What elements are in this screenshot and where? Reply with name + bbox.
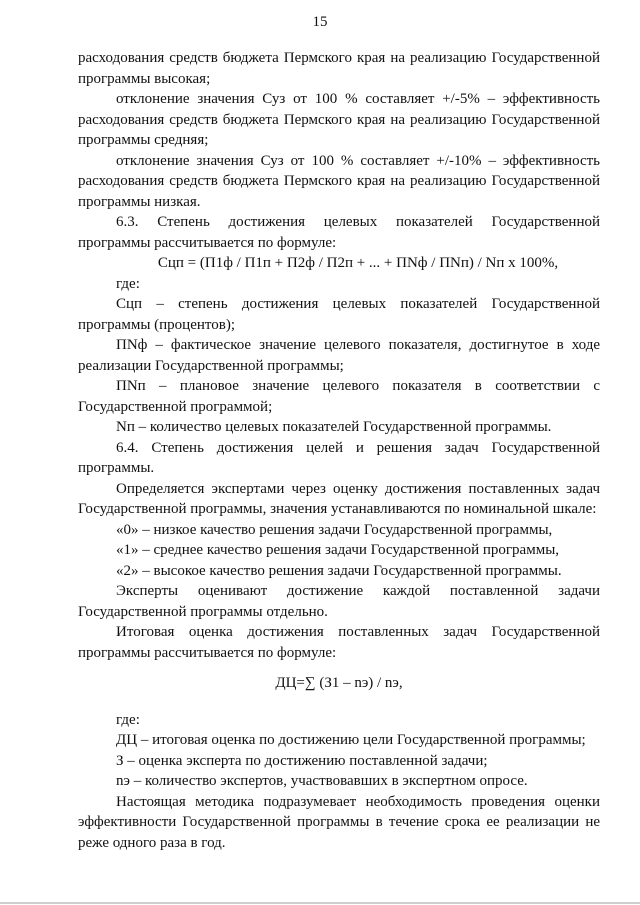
paragraph: Эксперты оценивают достижение каждой поставленной задачи Государственной программы отдельно. bbox=[78, 583, 600, 620]
paragraph: Определяется экспертами через оценку достижения поставленных задач Государственной программы, значения устанавливаются по номинальной шкале: bbox=[78, 480, 600, 517]
definition: ПNп – плановое значение целевого показателя в соответствии с Государственной программой; bbox=[78, 378, 600, 415]
page-number: 15 bbox=[312, 14, 328, 30]
formula-goal-achievement: ДЦ=∑ (З1 – nэ) / nэ, bbox=[275, 675, 403, 691]
definition: Сцп – степень достижения целевых показателей Государственной программы (процентов); bbox=[78, 296, 600, 333]
paragraph: отклонение значения Суз от 100 % составляет +/-10% – эффективность расходования средств бюджета Пермского края на реализацию Государственной программы низкая. bbox=[78, 152, 600, 210]
definition: Nп – количество целевых показателей Государственной программы. bbox=[116, 419, 552, 435]
scale-item: «0» – низкое качество решения задачи Государственной программы, bbox=[116, 521, 553, 538]
where-label: где: bbox=[116, 711, 140, 728]
paragraph: расходования средств бюджета Пермского края на реализацию Государственной программы высокая; bbox=[78, 50, 600, 87]
document-body bbox=[78, 48, 600, 853]
definition: ПNф – фактическое значение целевого показателя, достигнутое в ходе реализации Государственной программы; bbox=[78, 337, 600, 374]
scan-edge-divider bbox=[0, 902, 640, 904]
definition: З – оценка эксперта по достижению поставленной задачи; bbox=[116, 752, 488, 769]
where-label: где: bbox=[116, 275, 140, 292]
formula-target-indicators: Сцп = (П1ф / П1п + П2ф / П2п + ... + ПNф / ПNп) / Nп х 100%, bbox=[157, 255, 559, 271]
section-6-3-heading: 6.3. Степень достижения целевых показателей Государственной программы рассчитывается по формуле: bbox=[78, 214, 600, 251]
paragraph: Настоящая методика подразумевает необходимость проведения оценки эффективности Государственной программы в течение срока ее реализации не реже одного раза в год. bbox=[78, 793, 600, 851]
paragraph: Итоговая оценка достижения поставленных задач Государственной программы рассчитывается по формуле: bbox=[78, 624, 600, 661]
definition: ДЦ – итоговая оценка по достижению цели Государственной программы; bbox=[116, 732, 586, 748]
scale-item: «2» – высокое качество решения задачи Государственной программы. bbox=[116, 562, 562, 579]
section-6-4-heading: 6.4. Степень достижения целей и решения задач Государственной программы. bbox=[78, 439, 600, 476]
scale-item: «1» – среднее качество решения задачи Государственной программы, bbox=[116, 542, 560, 558]
paragraph: отклонение значения Суз от 100 % составляет +/-5% – эффективность расходования средств бюджета Пермского края на реализацию Государственной программы средняя; bbox=[78, 91, 600, 148]
definition: nэ – количество экспертов, участвовавших в экспертном опросе. bbox=[116, 773, 528, 789]
